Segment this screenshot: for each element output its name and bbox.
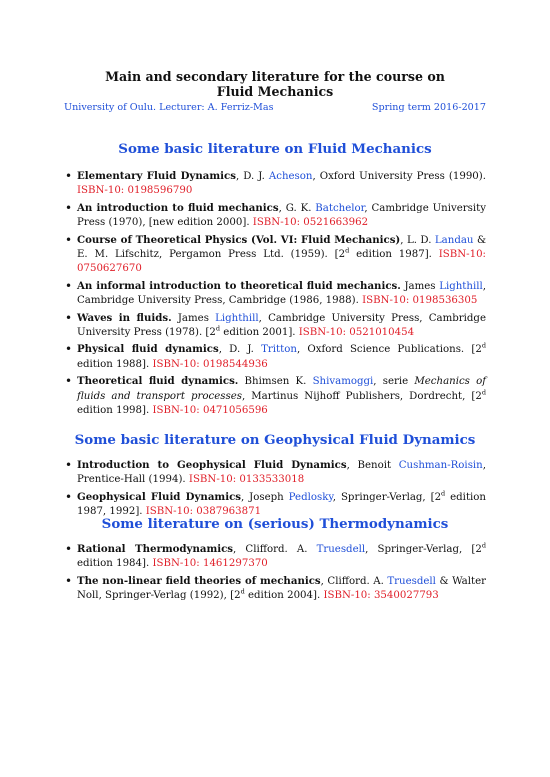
isbn: ISBN-10: 0521010454 [298,327,415,339]
entry-title: Geophysical Fluid Dynamics [77,490,242,503]
section-heading: Some literature on (serious) Thermodynamics [101,516,449,532]
edition-superscript: d [441,489,446,498]
title-line-2: Fluid Mechanics [216,84,334,99]
reference-entry [64,542,486,572]
author-name: Batchelor [315,202,365,214]
entry-text: , Cambridge University Press, Cambridge (1986, 1988). [77,280,486,307]
document-title [64,69,486,99]
entry-text: & E. M. Lifschitz, Pergamon Press Ltd. (1959). [2 [77,234,487,261]
entry-text: , Clifford. A. [320,575,388,587]
reference-entry [64,233,486,277]
reference-entry [64,342,486,372]
entry-text: , Prentice-Hall (1994). [77,460,486,486]
edition-superscript: d [240,587,245,596]
entry-text: , Cambridge University Press, Cambridge University Press (1978). [2 [77,312,486,339]
section-thermodynamics [64,516,486,604]
entry-text: edition 2001]. [220,327,299,339]
section-fluid-mechanics [64,141,486,419]
isbn: ISBN-10: 0471056596 [152,405,268,417]
entry-title: Theoretical fluid dynamics. [77,375,239,388]
author-name: Lighthill [439,280,483,292]
entry-text: edition 1987]. [349,249,439,261]
affiliation: University of Oulu. Lecturer: A. Ferriz-Mas [64,102,274,113]
reference-list [64,542,486,604]
entry-text: , Joseph [241,491,289,503]
entry-text: , G. K. [278,202,316,214]
isbn: ISBN-10: 0133533018 [188,474,305,486]
entry-text: , D. J. [218,344,262,356]
entry-text: , L. D. [400,234,435,246]
reference-entry [64,201,486,231]
isbn: ISBN-10: 1461297370 [152,558,268,570]
edition-superscript: d [481,342,486,351]
entry-title: Introduction to Geophysical Fluid Dynamics [77,459,347,471]
reference-entry [64,574,486,604]
entry-text: , Springer-Verlag, [2 [332,491,442,503]
reference-entry [64,458,486,488]
entry-text: James [400,280,440,292]
entry-text: , Oxford University Press (1990). [312,171,486,182]
entry-text: James [171,312,216,324]
entry-title: Physical fluid dynamics [77,343,219,356]
entry-text: edition 1998]. [77,405,153,417]
entry-title: Waves in fluids. [77,311,172,324]
series-name: Mechanics of fluids and transport processes [77,376,486,402]
entry-title: Elementary Fluid Dynamics [77,170,236,182]
author-name: Landau [434,234,474,246]
entry-text: , Springer-Verlag, [2 [365,544,482,555]
isbn: ISBN-10: 0521663962 [252,217,369,229]
author-name: Tritton [261,344,297,356]
isbn: ISBN-10: 0750627670 [77,249,486,275]
author-name: Shivamoggi [312,376,374,388]
edition-superscript: d [215,324,221,333]
entry-title: An introduction to fluid mechanics [77,201,279,214]
title-line-1: Main and secondary literature for the course on [105,69,445,84]
entry-text: , Oxford Science Publications. [2 [296,344,482,356]
isbn: ISBN-10: 0387963871 [145,506,262,518]
entry-text: , Martinus Nijhoff Publishers, Dordrecht, [2 [241,390,482,402]
section-geophysical-fluid-dynamics [64,432,486,520]
isbn: ISBN-10: 0198536305 [362,295,478,307]
entry-text: & Walter Noll, Springer-Verlag (1992), [2 [77,575,486,602]
reference-entry [64,374,486,418]
entry-text: edition 1984]. [77,558,153,570]
entry-text: , Benoit [346,460,399,471]
author-name: Cushman-Roisin [398,460,483,471]
reference-entry [64,311,486,341]
entry-title: An informal introduction to theoretical fluid mechanics. [77,279,401,292]
entry-text: , Clifford. A. [233,544,317,555]
entry-text: , serie [373,376,415,388]
isbn: ISBN-10: 0198544936 [152,358,268,370]
edition-superscript: d [345,246,350,255]
author-name: Acheson [268,171,313,182]
section-heading: Some basic literature on Geophysical Fluid Dynamics [74,432,476,448]
entry-text: Bhimsen K. [238,376,313,388]
reference-entry [64,279,486,309]
author-name: Truesdell [316,544,366,555]
isbn: ISBN-10: 3540027793 [323,590,439,602]
author-name: Truesdell [387,575,436,587]
entry-text: edition 1987, 1992]. [77,491,486,518]
entry-text: edition 1988]. [77,358,153,370]
section-heading: Some basic literature on Fluid Mechanics [118,141,432,157]
reference-list [64,458,486,520]
reference-entry [64,169,486,199]
isbn: ISBN-10: 0198596790 [77,185,193,197]
edition-superscript: d [481,388,487,397]
term: Spring term 2016-2017 [371,102,486,113]
entry-title: Rational Thermodynamics [77,543,234,555]
entry-text: , D. J. [235,171,269,182]
entry-text: edition 2004]. [244,590,324,602]
author-name: Lighthill [215,312,259,324]
author-name: Pedlosky [288,491,333,503]
reference-list [64,169,486,419]
entry-title: Course of Theoretical Physics (Vol. VI: Fluid Mechanics) [77,233,401,246]
course-info-line [64,102,486,113]
edition-superscript: d [481,541,486,550]
entry-text: , Cambridge University Press (1970), [new edition 2000]. [77,202,486,229]
entry-title: The non-linear field theories of mechanics [77,574,321,587]
